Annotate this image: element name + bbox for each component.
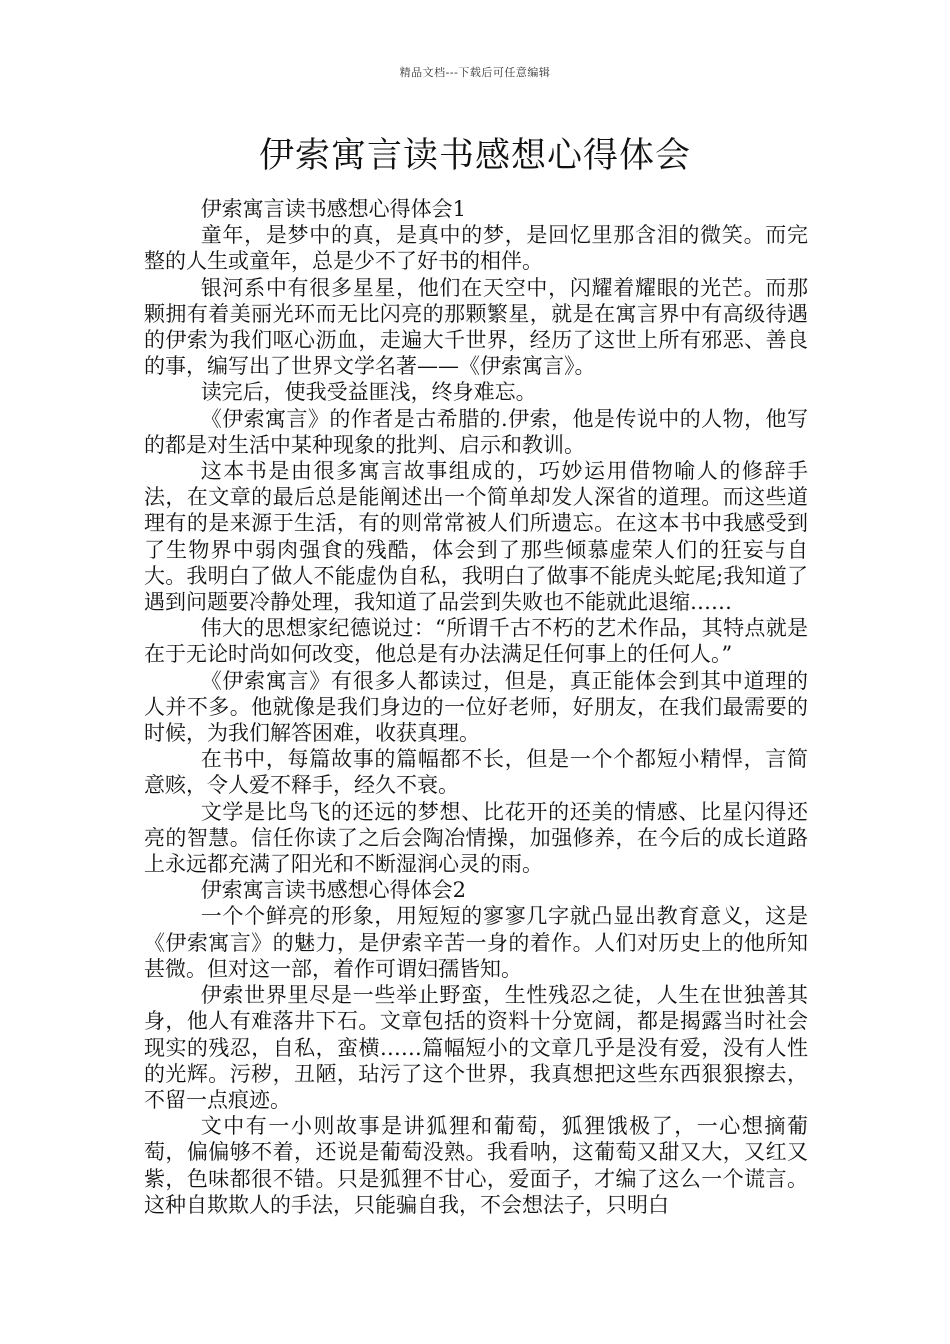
paragraph: 文学是比鸟飞的还远的梦想、比花开的还美的情感、比星闪得还亮的智慧。信任你读了之后会陶冶情操，加强修养，在今后的成长道路上永远都充满了阳光和不断湿润心灵的雨。 — [144, 799, 808, 877]
paragraph: 一个个鲜亮的形象，用短短的寥寥几字就凸显出教育意义，这是《伊索寓言》的魅力，是伊索辛苦一身的着作。人们对历史上的他所知甚微。但对这一部，着作可谓妇孺皆知。 — [144, 904, 808, 981]
paragraph: 伊索世界里尽是一些举止野蛮，生性残忍之徒，人生在世独善其身，他人有难落井下石。文章包括的资料十分宽阔，都是揭露当时社会现实的残忍，自私，蛮横……篇幅短小的文章几乎是没有爱，没有人性的光辉。污秽，丑陋，玷污了这个世界，我真想把这些东西狠狠擦去，不留一点痕迹。 — [144, 983, 808, 1112]
paragraph: 《伊索寓言》的作者是古希腊的.伊索，他是传说中的人物，他写的都是对生活中某种现象的批判、启示和教训。 — [144, 406, 808, 457]
paragraph: 童年，是梦中的真，是真中的梦，是回忆里那含泪的微笑。而完整的人生或童年，总是少不了好书的相伴。 — [144, 223, 808, 274]
header-note: 精品文档---下载后可任意编辑 — [399, 66, 551, 79]
paragraph: 伟大的思想家纪德说过：“所谓千古不朽的艺术作品，其特点就是在于无论时尚如何改变，他总是有办法满足任何事上的任何人。” — [144, 616, 808, 667]
paragraph: 这本书是由很多寓言故事组成的，巧妙运用借物喻人的修辞手法，在文章的最后总是能阐述出一个简单却发人深省的道理。而这些道理有的是来源于生活，有的则常常被人们所遗忘。在这本书中我感受到了生物界中弱肉强食的残酷，体会到了那些倾慕虚荣人们的狂妄与自大。我明白了做人不能虚伪自私，我明白了做事不能虎头蛇尾;我知道了遇到问题要冷静处理，我知道了品尝到失败也不能就此退缩…… — [144, 459, 808, 615]
paragraph: 《伊索寓言》有很多人都读过，但是，真正能体会到其中道理的人并不多。他就像是我们身边的一位好老师，好朋友，在我们最需要的时候，为我们解答困难，收获真理。 — [144, 668, 808, 746]
paragraph: 银河系中有很多星星，他们在天空中，闪耀着耀眼的光芒。而那颗拥有着美丽光环而无比闪亮的那颗繁星，就是在寓言界中有高级待遇的伊索为我们呕心沥血，走遍大千世界，经历了这世上所有邪恶、善良的事，编写出了世界文学名著——《伊索寓言》。 — [144, 275, 808, 379]
section-heading-1: 伊索寓言读书感想心得体会1 — [200, 197, 467, 221]
section-heading-2: 伊索寓言读书感想心得体会2 — [200, 878, 467, 903]
document-body — [144, 196, 808, 1218]
paragraph: 在书中，每篇故事的篇幅都不长，但是一个个都短小精悍，言简意赅，令人爱不释手，经久不衰。 — [144, 747, 808, 798]
document-title: 伊索寓言读书感想心得体会 — [258, 136, 691, 176]
paragraph: 文中有一小则故事是讲狐狸和葡萄，狐狸饿极了，一心想摘葡萄，偏偏够不着，还说是葡萄没熟。我看呐，这葡萄又甜又大，又红又紫，色味都很不错。只是狐狸不甘心，爱面子，才编了这么一个谎言。这种自欺欺人的手法，只能骗自我，不会想法子，只明白 — [144, 1114, 808, 1217]
paragraph: 读完后，使我受益匪浅，终身难忘。 — [200, 380, 537, 405]
